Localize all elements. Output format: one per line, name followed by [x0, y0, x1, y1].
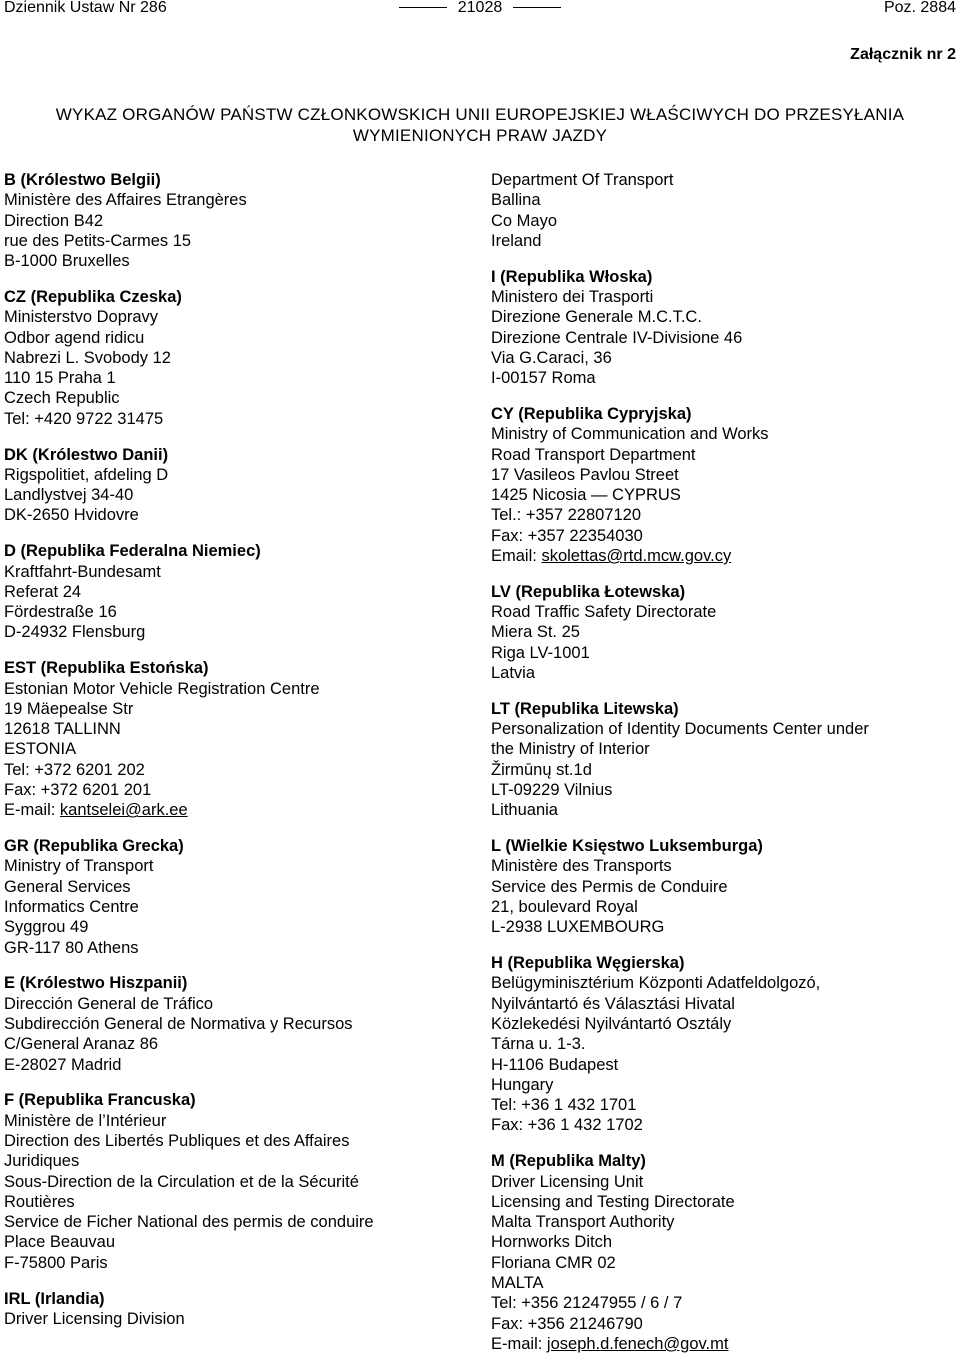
address-line: Nyilvántartó és Választási Hivatal — [491, 994, 735, 1013]
address-line: 1425 Nicosia — CYPRUS — [491, 486, 681, 505]
address-line: Ireland — [491, 231, 542, 250]
address-line: the Ministry of Interior — [491, 740, 650, 759]
authority-entry — [491, 582, 956, 683]
address-line: Ministère des Affaires Etrangères — [4, 191, 247, 210]
address-line: 21, boulevard Royal — [491, 898, 638, 916]
address-line: Co Mayo — [491, 211, 558, 230]
authority-entry — [4, 445, 474, 526]
address-line: Service de Ficher National des permis de conduire — [4, 1213, 374, 1232]
country-header: EST (Republika Estońska) — [4, 659, 209, 678]
address-line: E-28027 Madrid — [4, 1055, 122, 1074]
document-title — [0, 104, 960, 146]
address-line: Tel: +36 1 432 1701 — [491, 1096, 637, 1115]
country-header: F (Republika Francuska) — [4, 1091, 196, 1110]
country-header: D (Republika Federalna Niemiec) — [4, 542, 261, 561]
authority-entry — [4, 1289, 474, 1330]
country-header: LV (Republika Łotewska) — [491, 582, 686, 601]
country-header: M (Republika Malty) — [491, 1152, 646, 1171]
position-number: Poz. 2884 — [883, 0, 956, 16]
address-line: Juridiques — [4, 1152, 80, 1171]
address-line: Subdirección General de Normativa y Recursos — [4, 1014, 353, 1033]
address-line: MALTA — [491, 1274, 544, 1293]
address-line: Service des Permis de Conduire — [491, 877, 728, 896]
address-line: 110 15 Praha 1 — [4, 369, 116, 388]
address-line: Driver Licensing Unit — [491, 1172, 644, 1191]
address-line: DK-2650 Hvidovre — [4, 506, 139, 525]
address-line: Referat 24 — [4, 582, 82, 601]
address-line: I-00157 Roma — [491, 369, 596, 388]
address-line: Informatics Centre — [4, 898, 139, 916]
address-line: D-24932 Flensburg — [4, 623, 146, 642]
address-line: Ministry of Communication and Works — [491, 425, 769, 444]
address-line: Tel: +372 6201 202 — [4, 760, 145, 779]
email-label: E-mail: — [491, 1334, 547, 1353]
authority-entry — [4, 170, 474, 271]
address-line: Dirección General de Tráfico — [4, 994, 214, 1013]
address-line: Tárna u. 1-3. — [491, 1035, 586, 1054]
authority-entry — [4, 1090, 474, 1273]
address-line: H-1106 Budapest — [491, 1055, 619, 1074]
address-line: Malta Transport Authority — [491, 1213, 675, 1232]
email-label: E-mail: — [4, 801, 60, 820]
address-line: Estonian Motor Vehicle Registration Centre — [4, 679, 320, 698]
authority-entry — [4, 541, 474, 642]
right-column — [491, 170, 956, 1370]
country-header: IRL (Irlandia) — [4, 1289, 105, 1308]
address-line: 12618 TALLINN — [4, 720, 121, 739]
address-line: Routières — [4, 1192, 75, 1211]
email-line — [491, 546, 956, 566]
address-line: Rigspolitiet, afdeling D — [4, 465, 169, 484]
country-header: L (Wielkie Księstwo Luksemburga) — [491, 837, 763, 856]
address-line: Fördestraße 16 — [4, 603, 117, 622]
page-number: 21028 — [457, 0, 503, 16]
authority-entry — [491, 267, 956, 389]
authority-entry — [491, 404, 956, 566]
address-line: Floriana CMR 02 — [491, 1253, 616, 1272]
address-line: Ministerstvo Dopravy — [4, 308, 159, 327]
rule-right — [513, 7, 561, 8]
authority-entry — [491, 1151, 956, 1354]
address-line: Žirmūnų st.1d — [491, 760, 592, 779]
country-header: E (Królestwo Hiszpanii) — [4, 974, 188, 993]
email-label: Email: — [491, 547, 542, 566]
address-line: C/General Aranaz 86 — [4, 1035, 159, 1054]
page-number-wrap — [0, 0, 960, 16]
address-line: Direzione Generale M.C.T.C. — [491, 308, 702, 327]
address-line: Fax: +372 6201 201 — [4, 781, 152, 800]
address-line: Czech Republic — [4, 389, 120, 408]
address-line: Tel.: +357 22807120 — [491, 506, 642, 525]
country-header: DK (Królestwo Danii) — [4, 445, 169, 464]
address-line: Personalization of Identity Documents Center under — [491, 720, 869, 739]
address-line: L-2938 LUXEMBOURG — [491, 918, 665, 937]
address-line: Road Traffic Safety Directorate — [491, 603, 717, 622]
address-line: Licensing and Testing Directorate — [491, 1192, 735, 1211]
address-line: Via G.Caraci, 36 — [491, 348, 612, 367]
address-line: Lithuania — [491, 801, 558, 820]
address-line: Belügyminisztérium Központi Adatfeldolgozó, — [491, 974, 821, 993]
page-header — [0, 0, 960, 22]
annex-label: Załącznik nr 2 — [850, 46, 956, 63]
country-header: CZ (Republika Czeska) — [4, 287, 182, 306]
address-line: ESTONIA — [4, 740, 77, 759]
address-line: rue des Petits-Carmes 15 — [4, 231, 192, 250]
address-line: Ministry of Transport — [4, 857, 154, 876]
address-line: Fax: +356 21246790 — [491, 1314, 643, 1333]
address-line: Syggrou 49 — [4, 918, 89, 937]
authority-entry — [491, 953, 956, 1136]
country-header: B (Królestwo Belgii) — [4, 171, 161, 189]
address-line: Fax: +36 1 432 1702 — [491, 1116, 643, 1135]
address-line: Fax: +357 22354030 — [491, 526, 643, 545]
address-line: Driver Licensing Division — [4, 1309, 185, 1328]
country-header: I (Republika Włoska) — [491, 267, 653, 286]
address-line: Road Transport Department — [491, 445, 696, 464]
address-line: Sous-Direction de la Circulation et de la Sécurité — [4, 1172, 359, 1191]
address-line: Direction des Libertés Publiques et des Affaires — [4, 1131, 350, 1150]
authority-entry — [4, 658, 474, 820]
address-line: F-75800 Paris — [4, 1253, 108, 1272]
authority-entry — [491, 836, 956, 937]
address-line: 17 Vasileos Pavlou Street — [491, 465, 679, 484]
address-line: LT-09229 Vilnius — [491, 781, 613, 800]
email-line — [491, 1334, 956, 1354]
authority-entry — [4, 287, 474, 429]
country-header: CY (Republika Cypryjska) — [491, 404, 692, 423]
address-line: Tel: +420 9722 31475 — [4, 409, 164, 428]
email-link[interactable]: joseph.d.fenech@gov.mt — [546, 1334, 729, 1353]
authority-entry — [491, 170, 956, 251]
address-line: Direzione Centrale IV-Divisione 46 — [491, 328, 743, 347]
email-link[interactable]: kantselei@ark.ee — [59, 801, 188, 820]
address-line: Közlekedési Nyilvántartó Osztály — [491, 1014, 732, 1033]
title-line-1: WYKAZ ORGANÓW PAŃSTW CZŁONKOWSKICH UNII EUROPEJSKIEJ WŁAŚCIWYCH DO PRZESYŁANIA — [55, 105, 905, 124]
address-line: B-1000 Bruxelles — [4, 252, 130, 271]
country-header: LT (Republika Litewska) — [491, 699, 679, 718]
authority-entry — [4, 836, 474, 958]
address-line: Direction B42 — [4, 211, 104, 230]
address-line: Latvia — [491, 664, 536, 683]
address-line: Ballina — [491, 191, 541, 210]
address-line: Hornworks Ditch — [491, 1233, 613, 1252]
address-line: Kraftfahrt-Bundesamt — [4, 562, 161, 581]
address-line: Tel: +356 21247955 / 6 / 7 — [491, 1294, 683, 1313]
address-line: Ministère des Transports — [491, 857, 672, 876]
address-line: Ministère de l’Intérieur — [4, 1111, 167, 1130]
address-line: General Services — [4, 877, 131, 896]
address-line: Landlystvej 34-40 — [4, 486, 134, 505]
left-column — [4, 170, 474, 1345]
email-line — [4, 800, 474, 820]
country-header: GR (Republika Grecka) — [4, 837, 184, 856]
rule-left — [399, 7, 447, 8]
address-line: Ministero dei Trasporti — [491, 287, 654, 306]
address-line: 19 Mäepealse Str — [4, 699, 134, 718]
address-line: Place Beauvau — [4, 1233, 115, 1252]
address-line: Riga LV-1001 — [491, 643, 590, 662]
country-header: H (Republika Węgierska) — [491, 954, 685, 973]
address-line: Department Of Transport — [491, 171, 674, 189]
title-line-2: WYMIENIONYCH PRAW JAZDY — [352, 126, 608, 145]
authority-entry — [491, 699, 956, 821]
address-line: Odbor agend ridicu — [4, 328, 145, 347]
address-line: Nabrezi L. Svobody 12 — [4, 348, 171, 367]
address-line: GR-117 80 Athens — [4, 938, 139, 957]
address-line: Miera St. 25 — [491, 623, 580, 642]
authority-entry — [4, 973, 474, 1074]
email-link[interactable]: skolettas@rtd.mcw.gov.cy — [541, 547, 732, 566]
journal-name: Dziennik Ustaw Nr 286 — [4, 0, 167, 16]
address-line: Hungary — [491, 1075, 554, 1094]
